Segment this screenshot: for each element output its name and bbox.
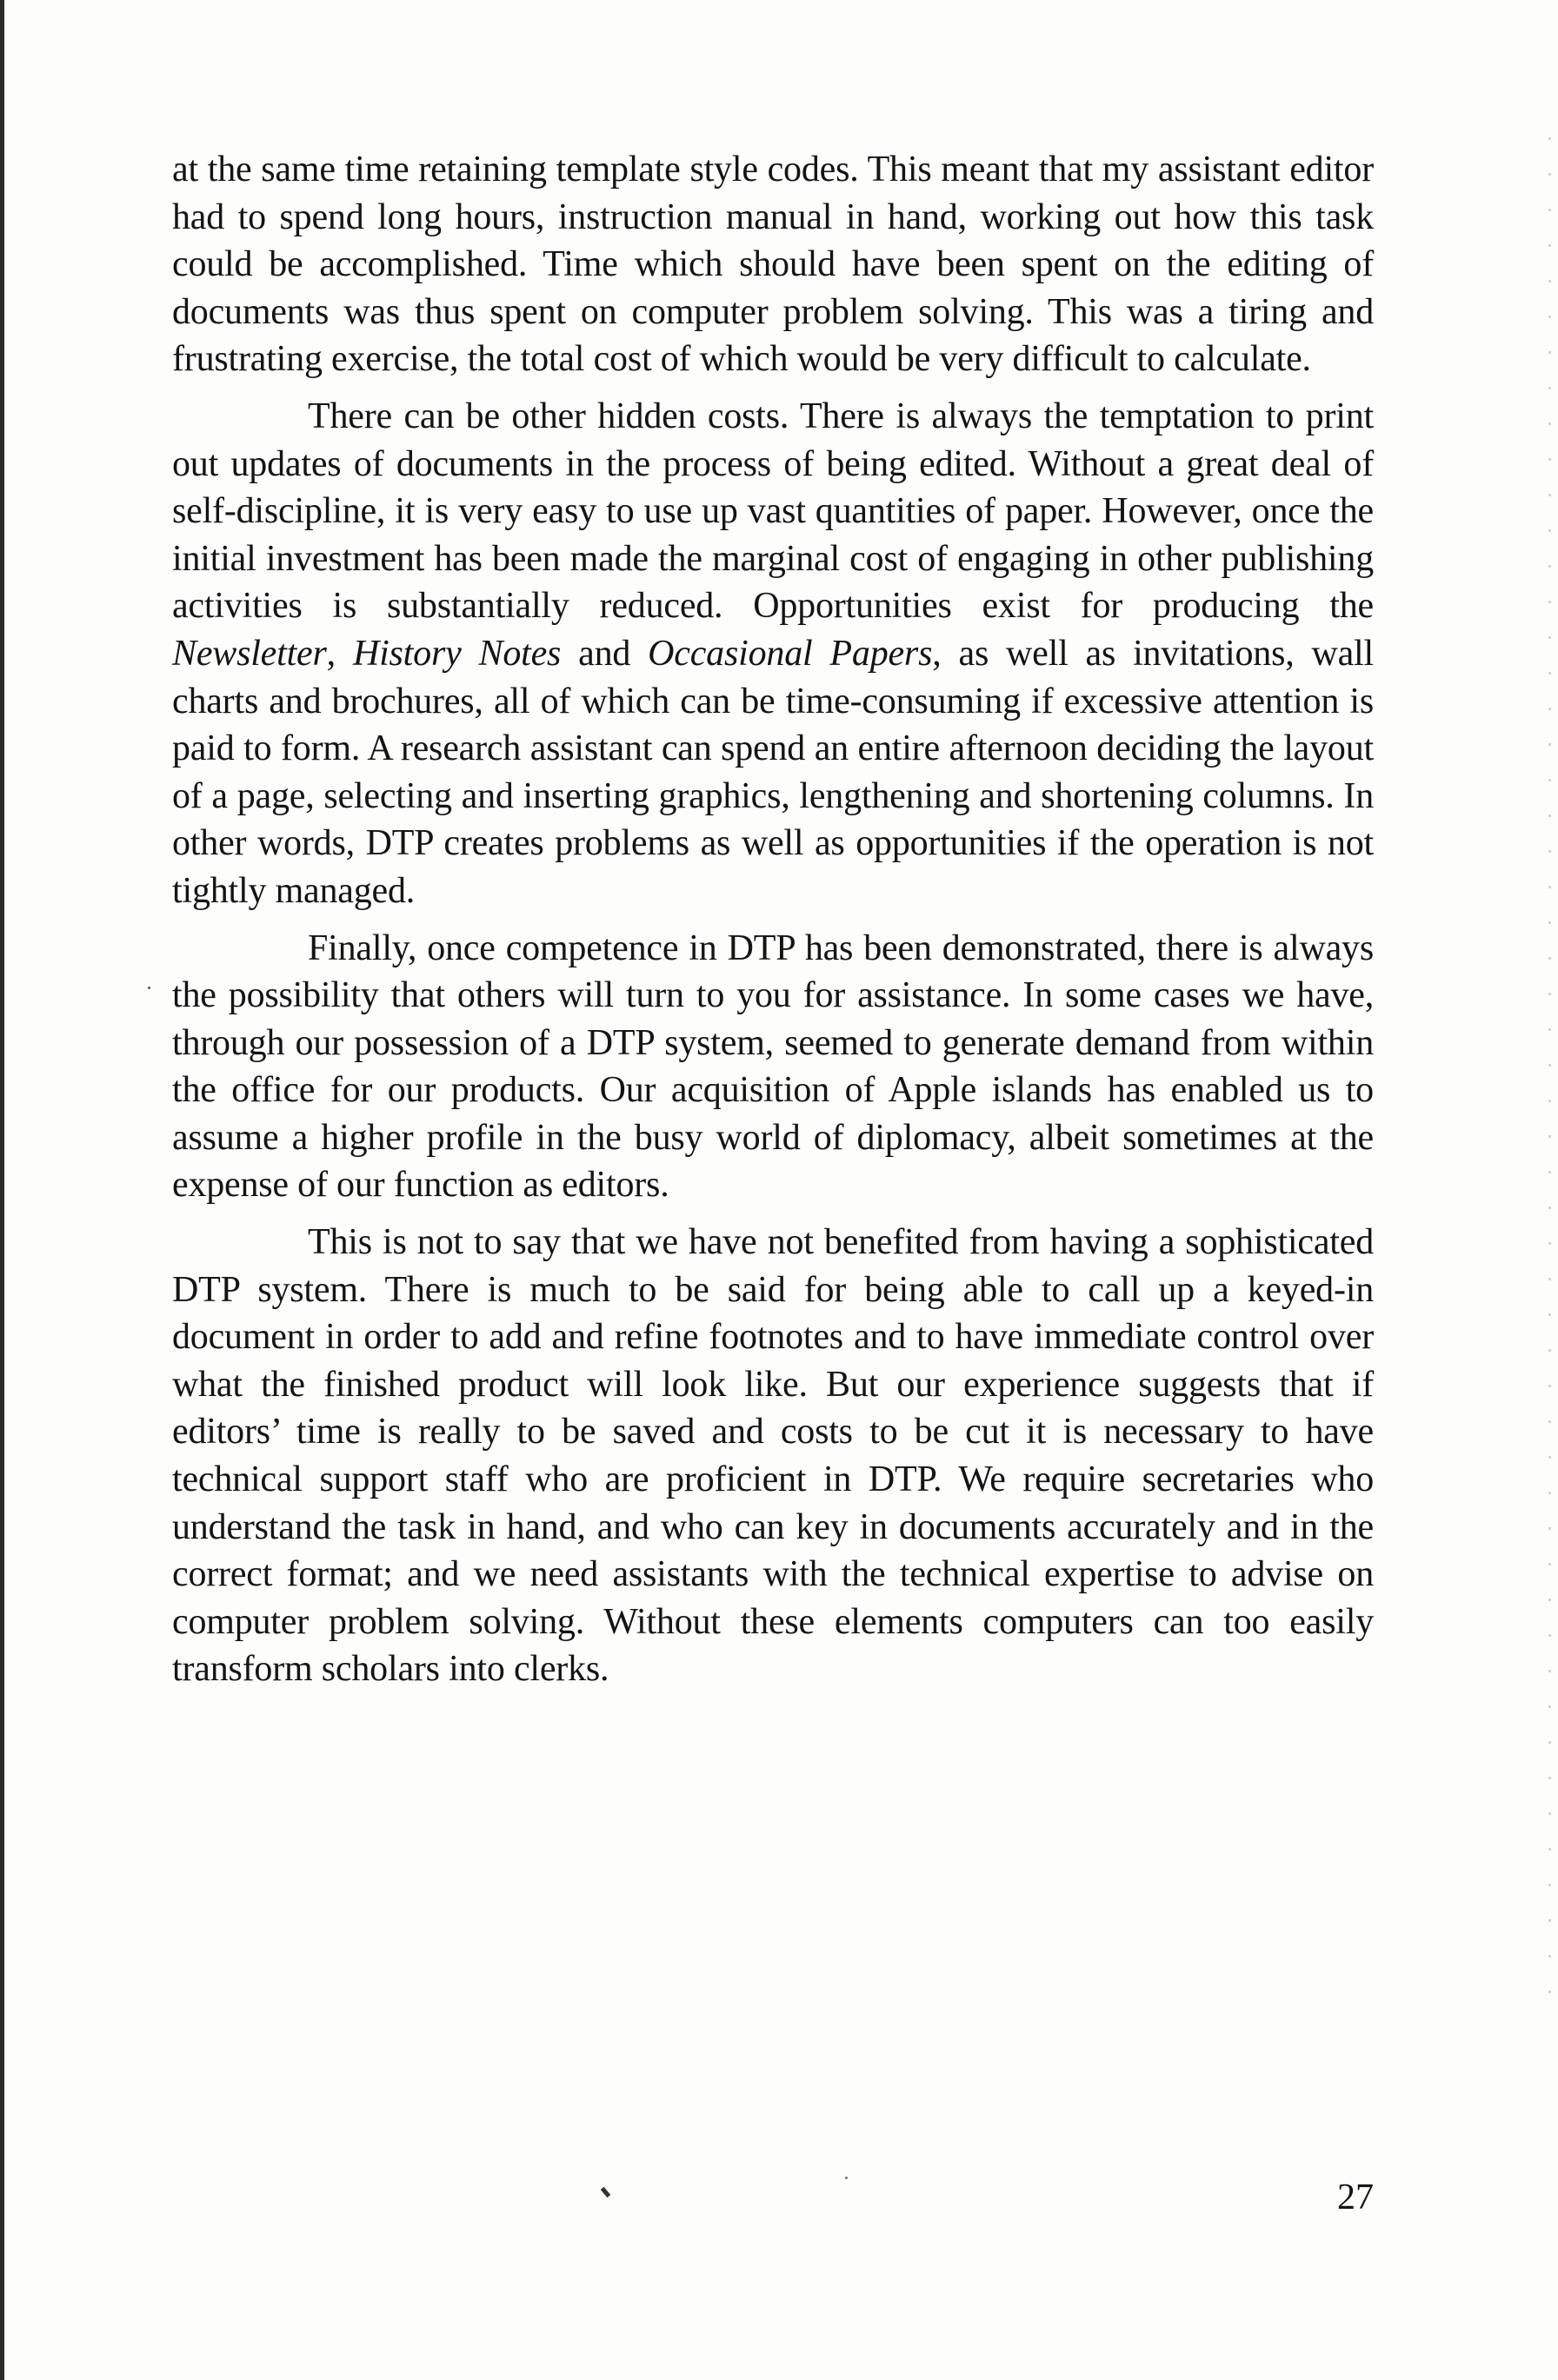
paragraph-4 bbox=[172, 1219, 1374, 1693]
scan-edge-artifacts bbox=[1548, 104, 1551, 2017]
page-binding-edge bbox=[0, 0, 4, 2380]
occasional-papers-title: Occasional Papers bbox=[648, 633, 933, 674]
paragraph-2-rest: , as well as invitations, wall charts and brochures, all of which can be time-consuming if excessive attention is paid to form. A research assistant can spend an entire afternoon deciding the layout of a page, selecting and inserting graphics, lengthening and shortening columns. In other words, DTP creates problems as well as opportunities if the operation is not tightly managed. bbox=[172, 633, 1374, 911]
paragraph-1-text: at the same time retaining template style codes. This meant that my assistant editor had to spend long hours, instruction manual in hand, working out how this task could be accomplished. Time which should have been spent on the editing of documents was thus spent on computer problem solving. This was a tiring and frustrating exercise, the total cost of which would be very difficult to calculate. bbox=[172, 150, 1374, 380]
paragraph-1 bbox=[172, 146, 1374, 383]
page-number: 27 bbox=[1337, 2177, 1374, 2217]
paragraph-4-text: This is not to say that we have not benefited from having a sophisticated DTP system. There is much to be said for being able to call up a keyed-in document in order to add and refine footnotes and to have immediate control over what the finished product will look like. But our experience suggests that if editors’ time is really to be saved and costs to be cut it is necessary to have technical support staff who are proficient in DTP. We require secretaries who understand the task in hand, and who can key in documents accurately and in the correct format; and we need assistants with the technical expertise to advise on computer problem solving. Without these elements computers can too easily transform scholars into clerks. bbox=[172, 1222, 1374, 1690]
paragraph-2-comma-1: , bbox=[326, 633, 353, 674]
body-text bbox=[172, 146, 1374, 1693]
paragraph-3-text: Finally, once competence in DTP has been demonstrated, there is always the possibility that others will turn to you for assistance. In some cases we have, through our possession of a DTP system, seemed to generate demand from within the office for our products. Our acquisition of Apple islands has enabled us to assume a higher profile in the busy world of diplomacy, albeit sometimes at the expense of our function as editors. bbox=[172, 927, 1374, 1206]
newsletter-title: Newsletter bbox=[172, 633, 327, 674]
paragraph-2-and: and bbox=[561, 633, 649, 674]
paragraph-2-text: There can be other hidden costs. There is always the temptation to print out updates of documents in the process of being edited. Without a great deal of self-discipline, it is very easy to use up vast quantities of paper. However, once the initial investment has been made the marginal cost of engaging in other publishing activities is substantially reduced. Opportunities exist for producing the bbox=[172, 396, 1374, 627]
paragraph-3 bbox=[172, 925, 1374, 1210]
history-notes-title: History Notes bbox=[352, 633, 562, 674]
paragraph-2 bbox=[172, 393, 1374, 915]
scan-speck bbox=[845, 2177, 848, 2179]
scan-speck bbox=[148, 987, 150, 989]
scan-speck bbox=[601, 2187, 611, 2197]
